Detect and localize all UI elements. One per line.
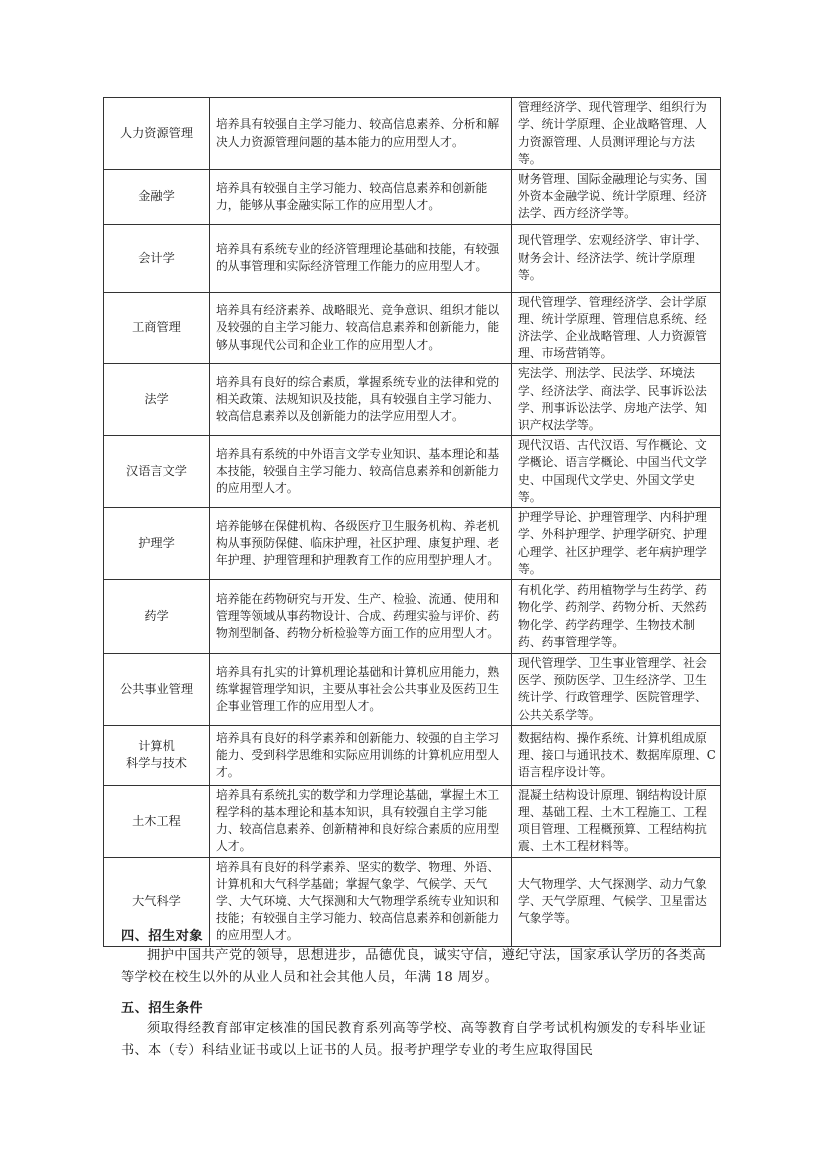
training-goal-cell: 培养能在药物研究与开发、生产、检验、流通、使用和管理等领域从事药物设计、合成、药理实验与评价、药物剂型制备、药物分析检验等方面工作的应用型人才。 — [210, 580, 512, 654]
table-row — [104, 725, 721, 785]
table-row — [104, 580, 721, 654]
major-name-line: 计算机 — [138, 739, 175, 754]
table-row — [104, 654, 721, 726]
table-row — [104, 785, 721, 857]
training-goal-cell: 培养具有系统专业的经济管理理论基础和技能，有较强的从事管理和实际经济管理工作能力的应用型人才。 — [210, 224, 512, 292]
main-courses-cell: 管理经济学、现代管理学、组织行为学、统计学原理、企业战略管理、人力资源管理、人员测评理论与方法等。 — [512, 98, 721, 170]
main-courses-cell: 宪法学、刑法学、民法学、环境法学、经济法学、商法学、民事诉讼法学、刑事诉讼法学、房地产法学、知识产权法学等。 — [512, 364, 721, 436]
major-name-cell: 法学 — [104, 364, 210, 436]
table-row — [104, 364, 721, 436]
main-courses-cell: 现代管理学、卫生事业管理学、社会医学、预防医学、卫生经济学、卫生统计学、行政管理学、医院管理学、公共关系学等。 — [512, 654, 721, 726]
majors-table — [103, 97, 721, 947]
training-goal-cell: 培养具有系统的中外语言文学专业知识、基本理论和基本技能，较强自主学习能力、较高信息素养和创新能力的应用型人才。 — [210, 436, 512, 508]
major-name-cell: 药学 — [104, 580, 210, 654]
table-row — [104, 508, 721, 580]
main-courses-cell: 有机化学、药用植物学与生药学、药物化学、药剂学、药物分析、天然药物化学、药学药理学、生物技术制药、药事管理学等。 — [512, 580, 721, 654]
table-row — [104, 170, 721, 225]
table-row — [104, 98, 721, 170]
main-courses-cell: 数据结构、操作系统、计算机组成原理、接口与通讯技术、数据库原理、C语言程序设计等。 — [512, 725, 721, 785]
major-name-cell: 金融学 — [104, 170, 210, 225]
major-name-line: 科学与技术 — [126, 756, 187, 771]
main-courses-cell: 现代管理学、宏观经济学、审计学、财务会计、经济法学、统计学原理等。 — [512, 224, 721, 292]
major-name-cell: 工商管理 — [104, 292, 210, 364]
main-courses-cell: 护理学导论、护理管理学、内科护理学、外科护理学、护理学研究、护理心理学、社区护理学、老年病护理学等。 — [512, 508, 721, 580]
training-goal-cell: 培养具有系统扎实的数学和力学理论基础，掌握土木工程学科的基本理论和基本知识，具有较强自主学习能力、较高信息素养、创新精神和良好综合素质的应用型人才。 — [210, 785, 512, 857]
training-goal-cell: 培养具有经济素养、战略眼光、竞争意识、组织才能以及较强的自主学习能力、较高信息素养和创新能力，能够从事现代公司和企业工作的应用型人才。 — [210, 292, 512, 364]
main-courses-cell: 现代管理学、管理经济学、会计学原理、统计学原理、管理信息系统、经济法学、企业战略管理、人力资源管理、市场营销等。 — [512, 292, 721, 364]
table-row — [104, 224, 721, 292]
training-goal-cell: 培养具有扎实的计算机理论基础和计算机应用能力，熟练掌握管理学知识，主要从事社会公共事业及医药卫生企事业管理工作的应用型人才。 — [210, 654, 512, 726]
table-row — [104, 436, 721, 508]
section-5-heading: 五、招生条件 — [121, 1001, 204, 1016]
majors-table-body — [104, 98, 721, 947]
major-name-cell: 护理学 — [104, 508, 210, 580]
major-name-cell: 人力资源管理 — [104, 98, 210, 170]
training-goal-cell: 培养具有良好的科学素养、坚实的数学、物理、外语、计算机和大气科学基础；掌握气象学、气候学、天气学、大气环境、大气探测和大气物理学系统专业知识和技能；有较强自主学习能力、较高信息素养和创新能力的应用型人才。 — [210, 857, 512, 946]
major-name-cell: 土木工程 — [104, 785, 210, 857]
training-goal-cell: 培养具有良好的科学素养和创新能力、较强的自主学习能力、受到科学思维和实际应用训练的计算机应用型人才。 — [210, 725, 512, 785]
major-name-cell: 公共事业管理 — [104, 654, 210, 726]
training-goal-cell: 培养具有较强自主学习能力、较高信息素养和创新能力，能够从事金融实际工作的应用型人才。 — [210, 170, 512, 225]
major-name-cell — [104, 725, 210, 785]
table-row — [104, 292, 721, 364]
training-goal-cell: 培养能够在保健机构、各级医疗卫生服务机构、养老机构从事预防保健、临床护理，社区护理、康复护理、老年护理、护理管理和护理教育工作的应用型护理人才。 — [210, 508, 512, 580]
training-goal-cell: 培养具有较强自主学习能力、较高信息素养、分析和解决人力资源管理问题的基本能力的应用型人才。 — [210, 98, 512, 170]
training-goal-cell: 培养具有良好的综合素质，掌握系统专业的法律和党的相关政策、法规知识及技能，具有较强自主学习能力、较高信息素养以及创新能力的法学应用型人才。 — [210, 364, 512, 436]
main-courses-cell: 财务管理、国际金融理论与实务、国外资本金融学说、统计学原理、经济法学、西方经济学等。 — [512, 170, 721, 225]
section-4-body: 拥护中国共产党的领导，思想进步，品德优良，诚实守信，遵纪守法，国家承认学历的各类高等学校在校生以外的从业人员和社会其他人员，年满 18 周岁。 — [121, 948, 706, 985]
section-4-heading: 四、招生对象 — [121, 929, 204, 944]
major-name-cell: 会计学 — [104, 224, 210, 292]
major-name-cell: 汉语言文学 — [104, 436, 210, 508]
main-courses-cell: 混凝土结构设计原理、钢结构设计原理、基础工程、土木工程施工、工程项目管理、工程概预算、工程结构抗震、土木工程材料等。 — [512, 785, 721, 857]
main-courses-cell: 现代汉语、古代汉语、写作概论、文学概论、语言学概论、中国当代文学史、中国现代文学史、外国文学史等。 — [512, 436, 721, 508]
major-name-cell: 大气科学 — [104, 857, 210, 946]
section-5-body: 须取得经教育部审定核准的国民教育系列高等学校、高等教育自学考试机构颁发的专科毕业证书、本（专）科结业证书或以上证书的人员。报考护理学专业的考生应取得国民 — [121, 1021, 706, 1058]
main-courses-cell: 大气物理学、大气探测学、动力气象学、天气学原理、气候学、卫星雷达气象学等。 — [512, 857, 721, 946]
